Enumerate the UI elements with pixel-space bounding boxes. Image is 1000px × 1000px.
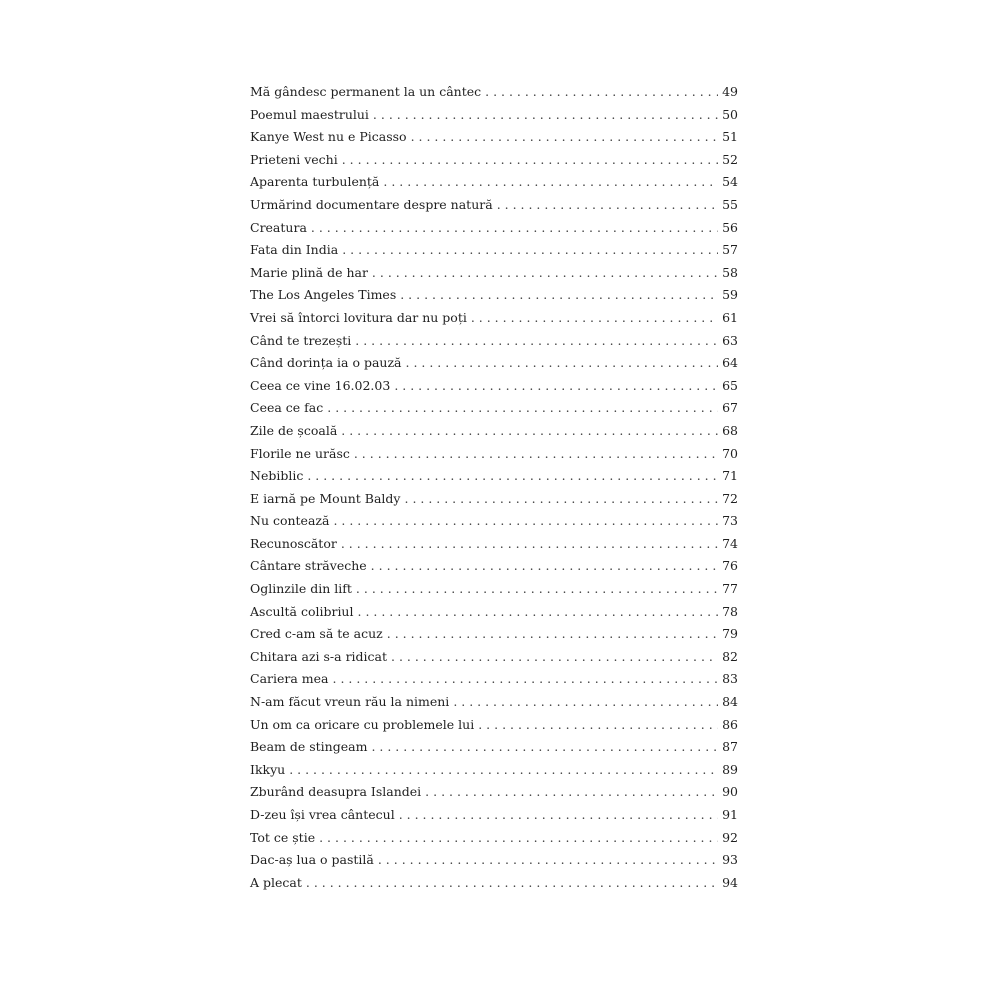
toc-entry-title: Când te trezești	[250, 332, 352, 348]
toc-entry-title: Aparenta turbulență	[250, 174, 380, 190]
toc-entry-page-number: 79	[722, 626, 738, 642]
toc-entry-page-number: 64	[722, 355, 738, 371]
toc-dot-leader	[354, 446, 718, 461]
toc-dot-leader	[378, 852, 718, 867]
toc-entry-page-number: 61	[722, 309, 738, 325]
toc-entry-page-number: 59	[722, 287, 738, 303]
toc-entry-page-number: 55	[722, 196, 738, 212]
toc-dot-leader	[405, 491, 719, 506]
toc-entry-title: E iarnă pe Mount Baldy	[250, 490, 401, 506]
toc-entry-page-number: 67	[722, 400, 738, 416]
toc-entry-page-number: 83	[722, 671, 738, 687]
toc-dot-leader	[453, 694, 718, 709]
toc-entry-page-number: 71	[722, 468, 738, 484]
toc-entry-page-number: 56	[722, 219, 738, 235]
toc-entry-page-number: 87	[722, 739, 738, 755]
toc-dot-leader	[387, 626, 718, 641]
toc-entry	[250, 468, 738, 491]
toc-entry-title: Cariera mea	[250, 671, 329, 687]
toc-entry	[250, 739, 738, 762]
toc-entry-title: Mă gândesc permanent la un cântec	[250, 84, 482, 99]
toc-dot-leader	[333, 671, 719, 686]
toc-entry-title: The Los Angeles Times	[250, 287, 397, 303]
toc-entry-page-number: 52	[722, 151, 738, 167]
toc-entry	[250, 129, 738, 152]
toc-dot-leader	[371, 558, 718, 573]
toc-dot-leader	[497, 197, 718, 212]
toc-entry	[250, 84, 738, 107]
toc-dot-leader	[307, 468, 718, 483]
toc-entry	[250, 355, 738, 378]
toc-entry-page-number: 94	[722, 874, 738, 890]
toc-entry	[250, 558, 738, 581]
toc-entry-title: Nebiblic	[250, 468, 304, 484]
toc-entry	[250, 220, 738, 243]
toc-dot-leader	[399, 807, 718, 822]
toc-entry-page-number: 50	[722, 106, 738, 122]
toc-dot-leader	[372, 265, 718, 280]
toc-entry-page-number: 76	[722, 558, 738, 574]
toc-entry	[250, 197, 738, 220]
toc-entry	[250, 717, 738, 740]
toc-dot-leader	[311, 220, 718, 235]
toc-entry-page-number: 72	[722, 490, 738, 506]
toc-entry	[250, 694, 738, 717]
toc-entry-title: Vrei să întorci lovitura dar nu poți	[250, 309, 467, 325]
toc-dot-leader	[358, 604, 719, 619]
toc-entry-page-number: 90	[722, 784, 738, 800]
toc-dot-leader	[400, 287, 718, 302]
toc-dot-leader	[383, 174, 718, 189]
table-of-contents	[250, 84, 738, 897]
toc-entry-title: Marie plină de har	[250, 264, 368, 280]
toc-entry	[250, 400, 738, 423]
toc-entry	[250, 287, 738, 310]
toc-dot-leader	[406, 355, 719, 370]
toc-entry-title: Dac-aș lua o pastilă	[250, 852, 374, 868]
toc-entry-title: Poemul maestrului	[250, 106, 369, 122]
toc-entry	[250, 830, 738, 853]
toc-entry-title: Creatura	[250, 219, 307, 235]
toc-entry-page-number: 84	[722, 694, 738, 710]
toc-entry	[250, 581, 738, 604]
toc-dot-leader	[342, 242, 718, 257]
toc-entry-title: Cred c-am să te acuz	[250, 626, 383, 642]
toc-entry-page-number: 74	[722, 535, 738, 551]
toc-entry-title: Recunoscător	[250, 535, 337, 551]
toc-entry-page-number: 68	[722, 422, 738, 438]
toc-entry-title: Zburând deasupra Islandei	[250, 784, 422, 800]
toc-entry-page-number: 58	[722, 264, 738, 280]
toc-entry	[250, 807, 738, 830]
toc-dot-leader	[425, 784, 718, 799]
toc-entry	[250, 310, 738, 333]
toc-dot-leader	[319, 830, 718, 845]
toc-dot-leader	[373, 107, 718, 122]
toc-entry	[250, 626, 738, 649]
toc-entry	[250, 174, 738, 197]
toc-dot-leader	[341, 423, 718, 438]
toc-entry	[250, 875, 738, 898]
toc-dot-leader	[471, 310, 718, 325]
toc-entry-title: Tot ce știe	[250, 829, 316, 845]
toc-entry-page-number: 86	[722, 716, 738, 732]
toc-entry-page-number: 65	[722, 377, 738, 393]
toc-entry	[250, 423, 738, 446]
toc-dot-leader	[341, 536, 718, 551]
toc-entry-title: Kanye West nu e Picasso	[250, 129, 407, 145]
toc-entry-page-number: 77	[722, 581, 738, 597]
toc-dot-leader	[478, 717, 718, 732]
toc-entry-title: Zile de școală	[250, 422, 338, 438]
toc-dot-leader	[333, 513, 718, 528]
toc-entry-title: Urmărind documentare despre natură	[250, 196, 493, 212]
toc-entry-page-number: 89	[722, 761, 738, 777]
toc-entry	[250, 265, 738, 288]
toc-entry-title: Prieteni vechi	[250, 151, 338, 167]
toc-entry-title: Fata din India	[250, 242, 339, 258]
toc-entry-page-number: 73	[722, 513, 738, 529]
toc-dot-leader	[485, 84, 718, 99]
toc-entry-page-number: 70	[722, 445, 738, 461]
toc-dot-leader	[391, 649, 718, 664]
toc-entry	[250, 333, 738, 356]
toc-entry-title: N-am făcut vreun rău la nimeni	[250, 694, 450, 710]
toc-dot-leader	[371, 739, 718, 754]
toc-entry	[250, 107, 738, 130]
toc-entry-title: Când dorința ia o pauză	[250, 355, 402, 371]
toc-entry	[250, 242, 738, 265]
toc-entry-page-number: 49	[722, 84, 738, 99]
toc-entry	[250, 762, 738, 785]
toc-entry-title: Nu contează	[250, 513, 330, 529]
toc-entry-page-number: 63	[722, 332, 738, 348]
toc-dot-leader	[394, 378, 718, 393]
toc-entry	[250, 152, 738, 175]
toc-entry	[250, 671, 738, 694]
toc-entry	[250, 446, 738, 469]
toc-dot-leader	[327, 400, 718, 415]
toc-dot-leader	[289, 762, 718, 777]
toc-entry-title: Un om ca oricare cu problemele lui	[250, 716, 475, 732]
toc-dot-leader	[411, 129, 719, 144]
toc-entry-title: Oglinzile din lift	[250, 581, 352, 597]
toc-dot-leader	[356, 581, 718, 596]
toc-dot-leader	[342, 152, 718, 167]
toc-entry-page-number: 51	[722, 129, 738, 145]
toc-dot-leader	[355, 333, 718, 348]
toc-entry	[250, 649, 738, 672]
toc-entry	[250, 784, 738, 807]
toc-entry	[250, 378, 738, 401]
toc-entry	[250, 604, 738, 627]
toc-entry-title: Ceea ce vine 16.02.03	[250, 377, 391, 393]
toc-entry-title: Ascultă colibriul	[250, 603, 354, 619]
toc-dot-leader	[306, 875, 718, 890]
toc-entry-page-number: 92	[722, 829, 738, 845]
toc-entry-page-number: 91	[722, 807, 738, 822]
toc-entry-title: A plecat	[250, 874, 302, 890]
toc-entry-page-number: 82	[722, 648, 738, 664]
toc-entry-title: Beam de stingeam	[250, 739, 368, 755]
toc-entry	[250, 852, 738, 875]
toc-entry-title: Florile ne urăsc	[250, 445, 350, 461]
toc-entry-page-number: 78	[722, 603, 738, 619]
toc-entry-page-number: 93	[722, 852, 738, 868]
toc-entry-title: Chitara azi s-a ridicat	[250, 648, 388, 664]
toc-entry-title: Ikkyu	[250, 761, 286, 777]
toc-entry-page-number: 54	[722, 174, 738, 190]
toc-entry	[250, 513, 738, 536]
toc-entry	[250, 536, 738, 559]
toc-entry-title: Cântare străveche	[250, 558, 367, 574]
toc-entry-page-number: 57	[722, 242, 738, 258]
toc-entry-title: Ceea ce fac	[250, 400, 324, 416]
toc-entry	[250, 491, 738, 514]
toc-entry-title: D-zeu își vrea cântecul	[250, 807, 395, 822]
